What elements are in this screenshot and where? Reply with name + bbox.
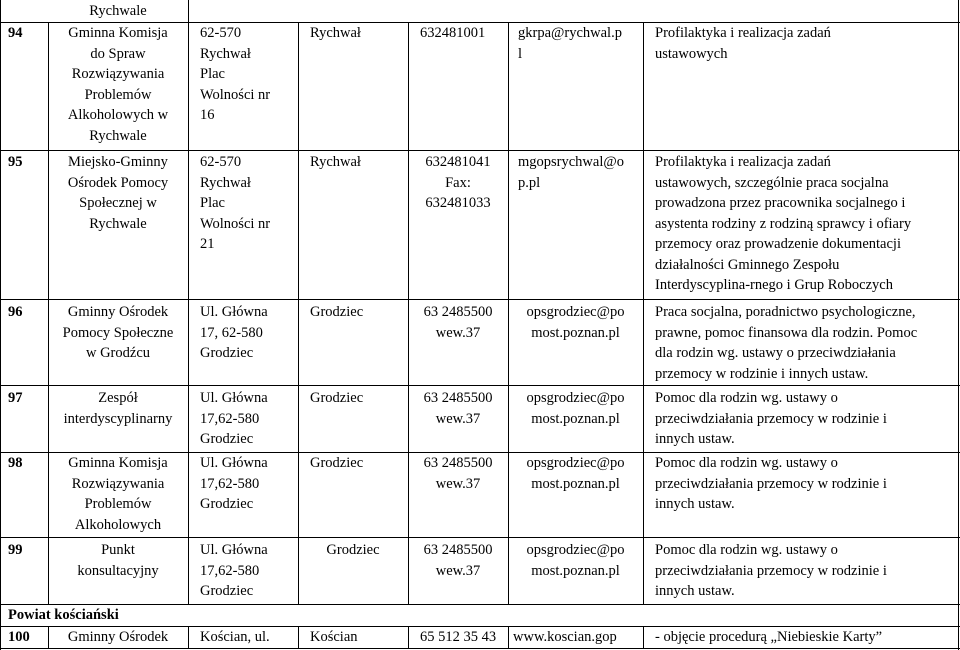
scope: Pomoc dla rodzin wg. ustawy o przeciwdziałania przemocy w rodzinie i innych ustaw. [655, 390, 887, 447]
city: Kościan [310, 629, 358, 645]
website[interactable]: www.koscian.gop [513, 629, 617, 645]
section-header: Powiat kościański [8, 607, 119, 623]
row-number: 96 [8, 304, 23, 320]
email[interactable]: opsgrodziec@po most.poznan.pl [526, 390, 625, 427]
phone: 65 512 35 43 [419, 629, 497, 645]
city: Grodziec [326, 542, 380, 558]
address: Ul. Główna 17,62-580 Grodziec [200, 390, 268, 447]
address: Ul. Główna 17,62-580 Grodziec [200, 455, 268, 512]
email[interactable]: opsgrodziec@po most.poznan.pl [526, 542, 625, 579]
address: Ul. Główna 17, 62-580 Grodziec [200, 304, 268, 361]
phone: 63 2485500 wew.37 [423, 455, 493, 492]
address: Ul. Główna 17,62-580 Grodziec [200, 542, 268, 599]
row-number: 97 [8, 390, 23, 406]
city: Grodziec [310, 455, 364, 471]
address: 62-570 Rychwał Plac Wolności nr 16 [200, 25, 271, 123]
phone: 632481001 [420, 25, 486, 41]
col-border [643, 626, 644, 649]
org-name: Miejsko-Gminny Ośrodek Pomocy Społecznej w Rychwale [67, 154, 169, 232]
city: Rychwał [310, 154, 361, 170]
org-name-line: Rychwale [89, 3, 147, 19]
org-name: Punkt konsultacyjny [77, 542, 159, 579]
org-name: Zespół interdyscyplinarny [63, 390, 173, 427]
row-number: 94 [8, 25, 23, 41]
scope: Profilaktyka i realizacja zadań ustawowych [655, 25, 831, 62]
row-border [0, 299, 960, 300]
col-border [188, 626, 189, 649]
scope: Pomoc dla rodzin wg. ustawy o przeciwdziałania przemocy w rodzinie i innych ustaw. [655, 542, 887, 599]
row-number: 100 [8, 629, 30, 645]
scope: Pomoc dla rodzin wg. ustawy o przeciwdziałania przemocy w rodzinie i innych ustaw. [655, 455, 887, 512]
col-border [298, 22, 299, 604]
org-name: Gminny Ośrodek Pomocy Społeczne w Grodźcu [62, 304, 174, 361]
scope: - objęcie procedurą „Niebieskie Karty” [655, 629, 883, 645]
row-number: 98 [8, 455, 23, 471]
row-border [0, 385, 960, 386]
col-border [643, 22, 644, 604]
city: Grodziec [310, 390, 364, 406]
org-name: Gminny Ośrodek [67, 629, 169, 645]
city: Rychwał [310, 25, 361, 41]
city: Grodziec [310, 304, 364, 320]
email[interactable]: gkrpa@rychwal.p l [518, 25, 622, 62]
scope: Praca socjalna, poradnictwo psychologiczne, prawne, pomoc finansowa dla rodzin. Pomoc dla rodzin wg. ustawy o przeciwdziałania przemocy w rodzinie i innych ustaw. [655, 304, 918, 382]
phone: 63 2485500 wew.37 [423, 304, 493, 341]
row-number: 99 [8, 542, 23, 558]
org-name: Gminna Komisja Rozwiązywania Problemów Alkoholowych [68, 455, 168, 533]
col-border [298, 626, 299, 649]
row-border [0, 604, 960, 605]
row-border [0, 537, 960, 538]
email[interactable]: opsgrodziec@po most.poznan.pl [526, 304, 625, 341]
phone: 632481041 Fax: 632481033 [425, 154, 491, 211]
col-border [508, 626, 509, 649]
address: 62-570 Rychwał Plac Wolności nr 21 [200, 154, 271, 252]
phone: 63 2485500 wew.37 [423, 542, 493, 579]
row-number: 95 [8, 154, 23, 170]
row-border [0, 150, 960, 151]
address: Kościan, ul. [200, 629, 270, 645]
col-border [0, 0, 1, 650]
col-border [958, 0, 959, 650]
row-border [0, 648, 960, 649]
email[interactable]: opsgrodziec@po most.poznan.pl [526, 455, 625, 492]
col-border [188, 0, 189, 604]
org-name: Gminna Komisja do Spraw Rozwiązywania Problemów Alkoholowych w Rychwale [67, 25, 169, 144]
scope: Profilaktyka i realizacja zadań ustawowych, szczególnie praca socjalna prowadzona przez pracownika socjalnego i asystenta rodziny z rodziną sprawcy i ofiary przemocy oraz prowadzenie dokumentacji działalności Gminnego Zespołu Interdyscyplina-rnego i Grup Roboczych [655, 154, 912, 293]
phone: 63 2485500 wew.37 [423, 390, 493, 427]
email[interactable]: mgopsrychwal@o p.pl [518, 154, 624, 191]
